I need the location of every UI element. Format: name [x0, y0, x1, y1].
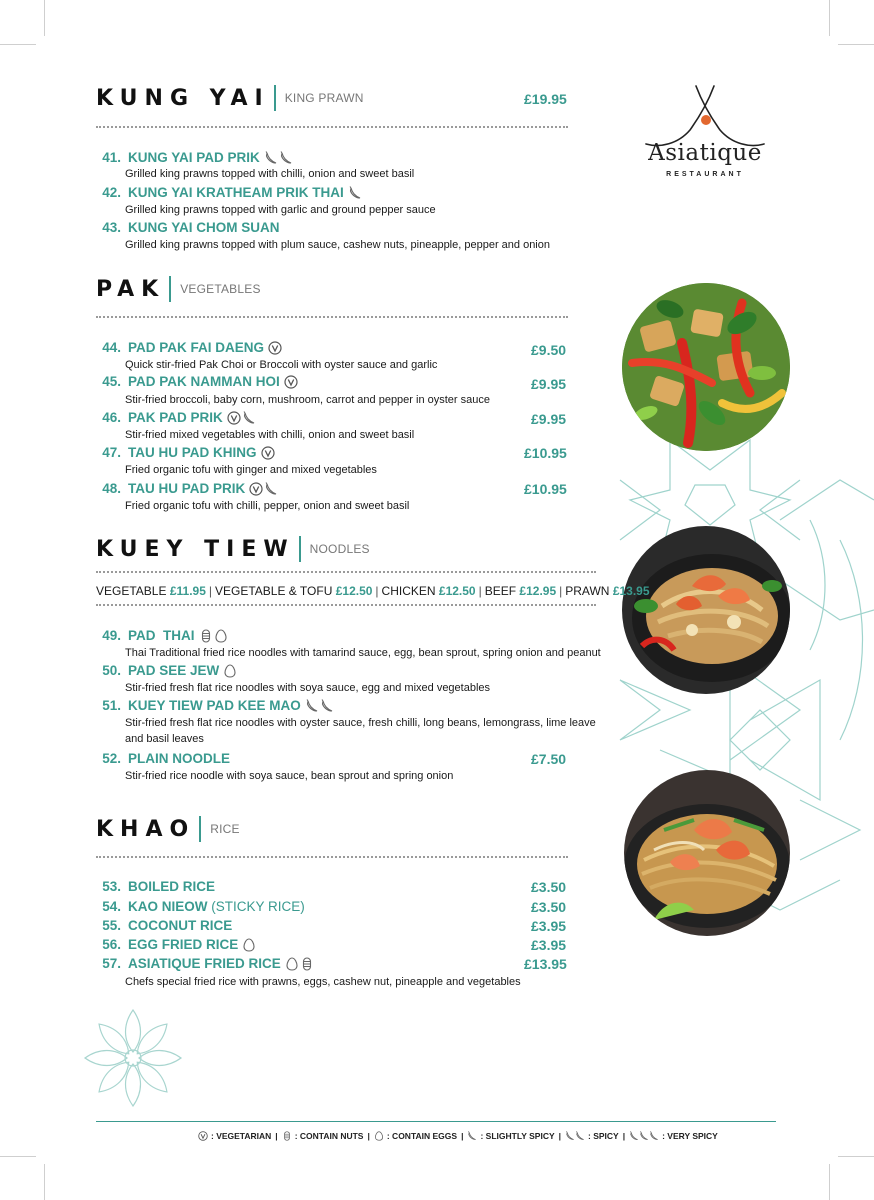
menu-item-48: 48. TAU HU PAD PRIK [93, 481, 278, 496]
item-name: ASIATIQUE FRIED RICE [128, 956, 281, 971]
legend-separator: | [622, 1131, 626, 1141]
noodle-dish-photo [622, 526, 790, 694]
item-description: Stir-fried fresh flat rice noodles with oyster sauce, fresh chilli, long beans, lemongrass, lime leave [125, 717, 596, 729]
nut-icon [300, 957, 314, 971]
menu-item-47: 47. TAU HU PAD KHING [93, 445, 275, 460]
menu-item-43: 43. KUNG YAI CHOM SUAN [102, 220, 280, 235]
chilli-icon [649, 1131, 659, 1141]
item-description: Thai Traditional fried rice noodles with tamarind sauce, egg, bean sprout, spring onion and peanut [125, 647, 601, 659]
item-price: £7.50 [531, 751, 567, 767]
pad-thai-dish-photo [624, 770, 790, 936]
legend-label: : SLIGHTLY SPICY [480, 1131, 555, 1141]
item-price: £3.95 [531, 918, 567, 934]
section-subtitle: KING PRAWN [284, 91, 364, 105]
chilli-icon [279, 151, 293, 165]
price-option-price: £12.95 [519, 584, 557, 598]
vegetarian-icon [284, 375, 298, 389]
section-header-khao [96, 816, 240, 842]
menu-item-53: 53. BOILED RICE [102, 879, 216, 894]
section-title: KHAO [96, 816, 196, 842]
item-name: KAO NIEOW [128, 899, 208, 914]
noodle-protein-prices: VEGETABLE £11.95 | VEGETABLE & TOFU £12.50 | CHICKEN £12.50 | BEEF £12.95 | PRAWN £13.95 [96, 584, 650, 598]
price-option-label: VEGETABLE [96, 584, 167, 598]
item-description: Fried organic tofu with chilli, pepper, onion and sweet basil [125, 500, 410, 512]
legend-separator: | [461, 1131, 464, 1141]
dotted-divider [96, 316, 568, 318]
menu-item-41: 41. KUNG YAI PAD PRIK [93, 150, 293, 165]
legend-label: : VERY SPICY [662, 1131, 718, 1141]
legend-item [629, 1131, 718, 1141]
section-title: KUEY TIEW [96, 536, 295, 562]
item-option: (STICKY RICE) [207, 899, 305, 914]
chilli-icon [639, 1131, 649, 1141]
chilli-icon [264, 482, 278, 496]
legend-separator: | [558, 1131, 562, 1141]
legend-label: : CONTAIN NUTS [294, 1131, 364, 1141]
egg-icon [214, 629, 228, 643]
section-price: £19.95 [524, 91, 567, 107]
item-name: BOILED RICE [128, 879, 216, 894]
egg-icon [374, 1131, 384, 1141]
menu-item-51: 51. KUEY TIEW PAD KEE MAO [93, 698, 334, 713]
item-name: PAK PAD PRIK [128, 410, 223, 425]
item-price: £9.95 [531, 411, 567, 427]
item-name: PAD PAK FAI DAENG [128, 340, 265, 355]
legend-item [282, 1131, 364, 1141]
menu-item-45: 45. PAD PAK NAMMAN HOI [93, 374, 298, 389]
crop-mark [44, 0, 45, 36]
item-price: £3.50 [531, 899, 567, 915]
chilli-icon [242, 411, 256, 425]
menu-item-52: 52. PLAIN NOODLE [102, 751, 231, 766]
section-header-pak [96, 276, 261, 302]
price-option-price: £13.95 [612, 584, 650, 598]
item-name: PAD SEE JEW [128, 663, 220, 678]
item-description: Grilled king prawns topped with plum sauce, cashew nuts, pineapple, pepper and onion [125, 239, 550, 251]
item-name: KUNG YAI CHOM SUAN [128, 220, 280, 235]
item-name: KUNG YAI PAD PRIK [128, 150, 260, 165]
item-name: COCONUT RICE [128, 918, 233, 933]
item-name: PLAIN NOODLE [128, 751, 231, 766]
item-description: Stir-fried mixed vegetables with chilli, onion and sweet basil [125, 429, 415, 441]
item-description: Stir-fried fresh flat rice noodles with soya sauce, egg and mixed vegetables [125, 682, 491, 694]
item-name: KUEY TIEW PAD KEE MAO [128, 698, 301, 713]
egg-icon [223, 664, 237, 678]
item-price: £13.95 [524, 956, 567, 972]
item-price: £9.95 [531, 376, 567, 392]
price-option-price: £12.50 [438, 584, 476, 598]
item-description: Quick stir-fried Pak Choi or Broccoli with oyster sauce and garlic [125, 359, 438, 371]
flower-ornament-icon [78, 1003, 188, 1113]
legend-label: : VEGETARIAN [211, 1131, 272, 1141]
menu-item-50: 50. PAD SEE JEW [93, 663, 237, 678]
item-description: Fried organic tofu with ginger and mixed vegetables [125, 464, 377, 476]
legend-label: : CONTAIN EGGS [386, 1131, 458, 1141]
section-subtitle: RICE [210, 822, 240, 836]
egg-icon [242, 938, 256, 952]
legend-separator: | [367, 1131, 370, 1141]
item-name: TAU HU PAD PRIK [128, 481, 246, 496]
brand-tagline: RESTAURANT [666, 171, 744, 178]
chilli-icon [467, 1131, 477, 1141]
chilli-icon [575, 1131, 585, 1141]
price-option-label: PRAWN [565, 584, 610, 598]
menu-item-55: 55. COCONUT RICE [102, 918, 233, 933]
dotted-divider [96, 856, 568, 858]
chilli-icon [629, 1131, 639, 1141]
section-header-kuey-tiew [96, 536, 370, 562]
legend-item [198, 1131, 271, 1141]
menu-item-57: 57. ASIATIQUE FRIED RICE [93, 956, 314, 971]
menu-item-56: 56. EGG FRIED RICE [93, 937, 256, 952]
item-name: PAD THAI [128, 628, 195, 643]
chilli-icon [264, 151, 278, 165]
price-option-label: BEEF [484, 584, 517, 598]
item-price: £10.95 [524, 445, 567, 461]
price-option-price: £11.95 [169, 584, 206, 598]
footer-rule [96, 1121, 776, 1122]
section-header-kung-yai [96, 85, 364, 111]
item-description: Chefs special fried rice with prawns, eggs, cashew nut, pineapple and vegetables [125, 976, 521, 988]
dietary-legend [198, 1131, 718, 1141]
section-divider [199, 816, 201, 842]
vegetarian-icon [249, 482, 263, 496]
crop-mark [44, 1164, 45, 1200]
item-description: Grilled king prawns topped with garlic and ground pepper sauce [125, 204, 436, 216]
item-description-continued: and basil leaves [125, 733, 204, 745]
crop-mark [838, 1156, 874, 1157]
dotted-divider [96, 604, 596, 606]
section-divider [299, 536, 301, 562]
dotted-divider [96, 571, 596, 573]
dotted-divider [96, 126, 568, 128]
item-name: EGG FRIED RICE [128, 937, 239, 952]
crop-mark [0, 44, 36, 45]
menu-item-49: 49. PAD THAI [93, 628, 228, 643]
section-divider [274, 85, 276, 111]
item-price: £3.50 [531, 879, 567, 895]
menu-item-42: 42. KUNG YAI KRATHEAM PRIK THAI [93, 185, 362, 200]
item-name: KUNG YAI KRATHEAM PRIK THAI [128, 185, 344, 200]
chilli-icon [348, 186, 362, 200]
item-price: £3.95 [531, 937, 567, 953]
vegetarian-icon [268, 341, 282, 355]
item-description: Grilled king prawns topped with chilli, onion and sweet basil [125, 168, 415, 180]
vegetarian-icon [261, 446, 275, 460]
section-subtitle: NOODLES [309, 542, 370, 556]
section-divider [169, 276, 171, 302]
item-description: Stir-fried rice noodle with soya sauce, bean sprout and spring onion [125, 770, 454, 782]
legend-item [565, 1131, 619, 1141]
menu-item-44: 44. PAD PAK FAI DAENG [93, 340, 282, 355]
brand-name: Asiatique [648, 140, 762, 166]
legend-label: : SPICY [588, 1131, 619, 1141]
vegetarian-icon [198, 1131, 208, 1141]
section-subtitle: VEGETABLES [180, 282, 261, 296]
egg-icon [285, 957, 299, 971]
crop-mark [838, 44, 874, 45]
crop-mark [0, 1156, 36, 1157]
item-name: TAU HU PAD KHING [128, 445, 257, 460]
item-price: £9.50 [531, 342, 567, 358]
section-title: PAK [96, 276, 166, 302]
legend-item [467, 1131, 554, 1141]
vegetarian-icon [227, 411, 241, 425]
menu-item-46: 46. PAK PAD PRIK [93, 410, 256, 425]
nut-icon [282, 1131, 292, 1141]
legend-separator: | [275, 1131, 278, 1141]
nut-icon [199, 629, 213, 643]
vegetable-dish-photo [622, 283, 790, 451]
item-description: Stir-fried broccoli, baby corn, mushroom, carrot and pepper in oyster sauce [125, 394, 490, 406]
section-title: KUNG YAI [96, 85, 270, 111]
chilli-icon [320, 699, 334, 713]
price-option-price: £12.50 [335, 584, 373, 598]
item-price: £10.95 [524, 481, 567, 497]
price-option-label: VEGETABLE & TOFU [215, 584, 333, 598]
legend-item [374, 1131, 457, 1141]
item-name: PAD PAK NAMMAN HOI [128, 374, 280, 389]
chilli-icon [305, 699, 319, 713]
crop-mark [829, 0, 830, 36]
chilli-icon [565, 1131, 575, 1141]
crop-mark [829, 1164, 830, 1200]
menu-item-54: 54. KAO NIEOW (STICKY RICE) [102, 899, 305, 914]
price-option-label: CHICKEN [381, 584, 436, 598]
brand-logo [628, 84, 782, 184]
